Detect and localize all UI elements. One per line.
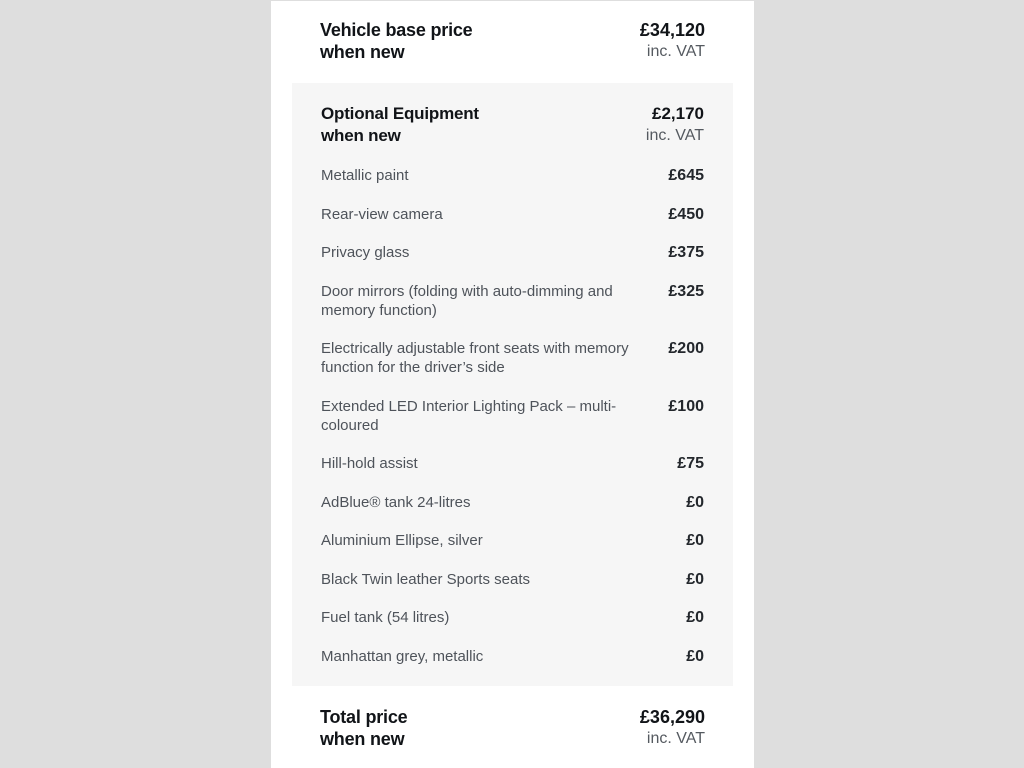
option-name: AdBlue® tank 24-litres: [321, 493, 471, 511]
price-breakdown-card: [271, 1, 754, 768]
list-item: [321, 166, 704, 185]
optional-equipment-vat: inc. VAT: [645, 127, 704, 144]
total-price-value: [640, 706, 705, 750]
option-name: Rear-view camera: [321, 205, 443, 223]
base-price-section: [320, 19, 705, 63]
option-name: Door mirrors (folding with auto-dimming and memory function): [321, 282, 613, 319]
option-name: Privacy glass: [321, 244, 410, 261]
option-name: Manhattan grey, metallic: [321, 647, 484, 665]
list-item: [321, 339, 704, 377]
optional-equipment-amount: £2,170: [652, 104, 704, 123]
total-price-title-line1: Total price: [320, 707, 408, 727]
list-item: [321, 493, 704, 512]
option-price: £645: [668, 167, 704, 184]
optional-equipment-list: [321, 166, 704, 685]
option-price: £0: [686, 532, 704, 549]
option-price: £325: [668, 282, 704, 300]
option-name: Hill-hold assist: [321, 455, 418, 472]
option-price: £0: [686, 493, 704, 511]
optional-equipment-header: [321, 103, 704, 147]
list-item: [321, 454, 704, 473]
base-price-amount: £34,120: [639, 20, 705, 40]
list-item: [321, 205, 704, 224]
base-price-value: [640, 19, 705, 63]
list-item: [321, 243, 704, 262]
option-name: Metallic paint: [321, 167, 409, 184]
option-name: Black Twin leather Sports seats: [321, 570, 530, 588]
optional-equipment-title-line2: when new: [321, 126, 401, 145]
option-price: £75: [677, 455, 704, 472]
optional-equipment-value: [646, 103, 704, 147]
list-item: [321, 397, 704, 435]
list-item: [321, 608, 704, 627]
total-price-title-line2: when new: [320, 729, 405, 749]
base-price-title-line2: when new: [320, 42, 405, 62]
option-price: £375: [668, 244, 704, 261]
option-price: £200: [668, 340, 704, 357]
total-price-amount: £36,290: [639, 707, 705, 727]
option-price: £450: [668, 205, 704, 223]
option-price: £0: [686, 570, 704, 588]
base-price-title: [320, 19, 473, 63]
optional-equipment-title-line1: Optional Equipment: [321, 104, 479, 123]
option-name: Fuel tank (54 litres): [321, 609, 450, 626]
list-item: [321, 531, 704, 550]
option-name: Aluminium Ellipse, silver: [321, 532, 483, 549]
optional-equipment-panel: [292, 83, 733, 686]
total-price-vat: inc. VAT: [646, 730, 705, 747]
optional-equipment-title: [321, 103, 479, 147]
option-price: £0: [686, 647, 704, 665]
option-name: Electrically adjustable front seats with memory function for the driver’s side: [321, 340, 629, 376]
list-item: [321, 570, 704, 589]
base-price-vat: inc. VAT: [646, 43, 705, 60]
total-price-title: [320, 706, 407, 750]
option-price: £100: [668, 397, 704, 415]
list-item: [321, 647, 704, 666]
list-item: [321, 282, 704, 320]
base-price-title-line1: Vehicle base price: [320, 20, 473, 40]
total-price-section: [320, 706, 705, 750]
option-name: Extended LED Interior Lighting Pack – multi-coloured: [321, 397, 617, 434]
option-price: £0: [686, 609, 704, 626]
